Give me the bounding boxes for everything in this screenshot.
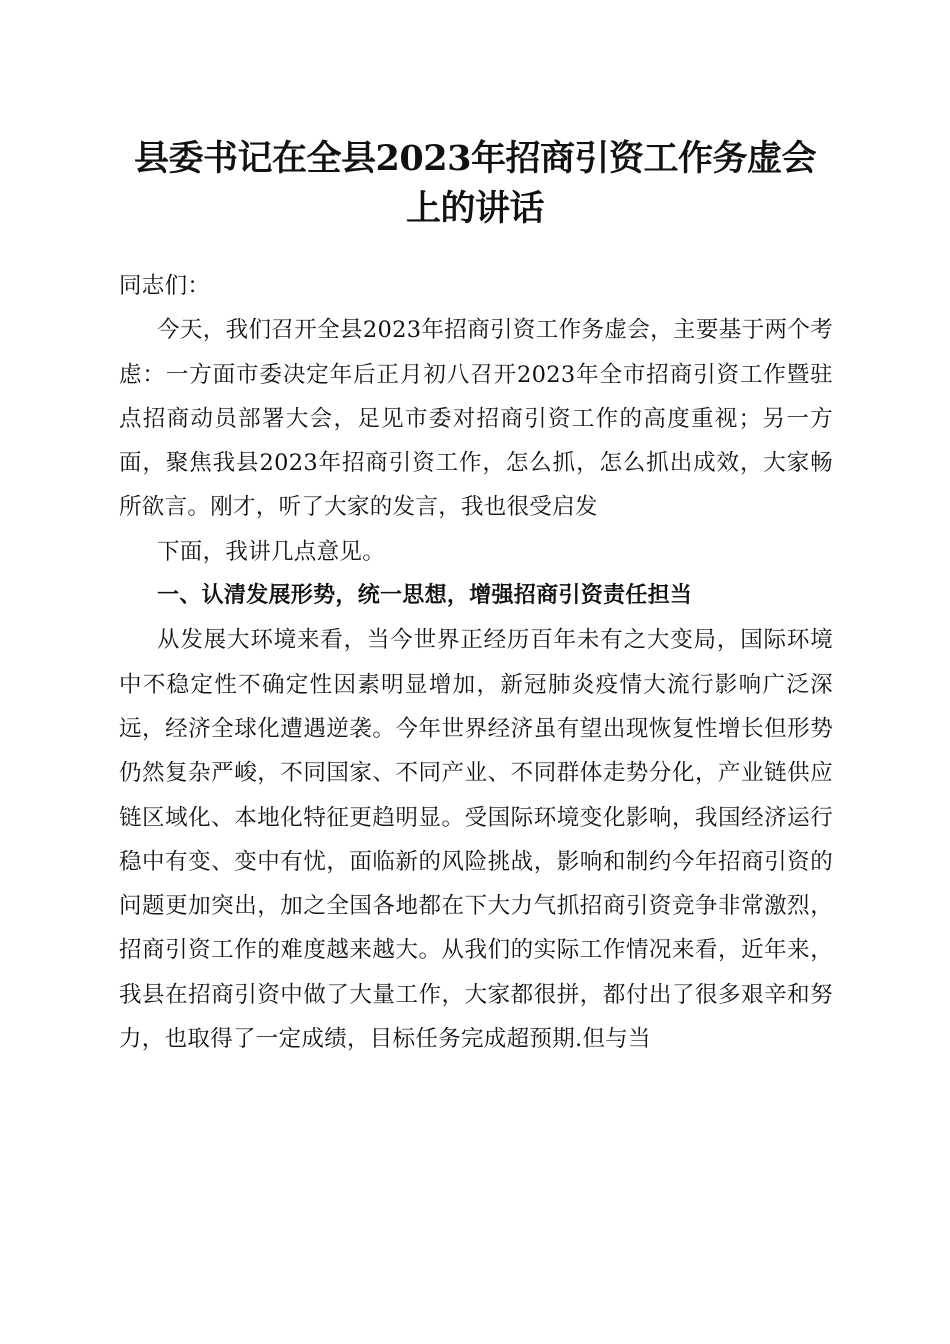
transition-paragraph: 下面，我讲几点意见。 xyxy=(157,538,386,565)
section-1-paragraph: 从发展大环境来看，当今世界正经历百年未有之大变局，国际环境中不稳定性不确定性因素明显增加，新冠肺炎疫情大流行影响广泛深远，经济全球化遭遇逆袭。今年世界经济虽有望出现恢复性增长但形势仍然复杂严峻，不同国家、不同产业、不同群体走势分化，产业链供应链区域化、本地化特征更趋明显。受国际环境变化影响，我国经济运行稳中有变、变中有忧，面临新的风险挑战，影响和制约今年招商引资的问题更加突出，加之全国各地都在下大力气抓招商引资竞争非常激烈，招商引资工作的难度越来越大。从我们的实际工作情况来看，近年来，我县在招商引资中做了大量工作，大家都很拼，都付出了很多艰辛和努力，也取得了一定成绩，目标任务完成超预期.但与当 xyxy=(119,627,833,1053)
document-title-line-2: 上的讲话 xyxy=(405,188,544,229)
document-title xyxy=(100,134,850,234)
opening-paragraph: 今天，我们召开全县2023年招商引资工作务虚会，主要基于两个考虑：一方面市委决定年后正月初八召开2023年全市招商引资工作暨驻点招商动员部署大会，足见市委对招商引资工作的高度重视；另一方面，聚焦我县2023年招商引资工作，怎么抓，怎么抓出成效，大家畅所欲言。刚才，听了大家的发言，我也很受启发 xyxy=(119,317,833,521)
section-heading-1: 一、认清发展形势，统一思想，增强招商引资责任担当 xyxy=(157,583,693,609)
document-body xyxy=(119,264,833,1061)
document-title-line-1: 县委书记在全县2023年招商引资工作务虚会 xyxy=(134,138,816,179)
salutation: 同志们： xyxy=(119,273,211,299)
